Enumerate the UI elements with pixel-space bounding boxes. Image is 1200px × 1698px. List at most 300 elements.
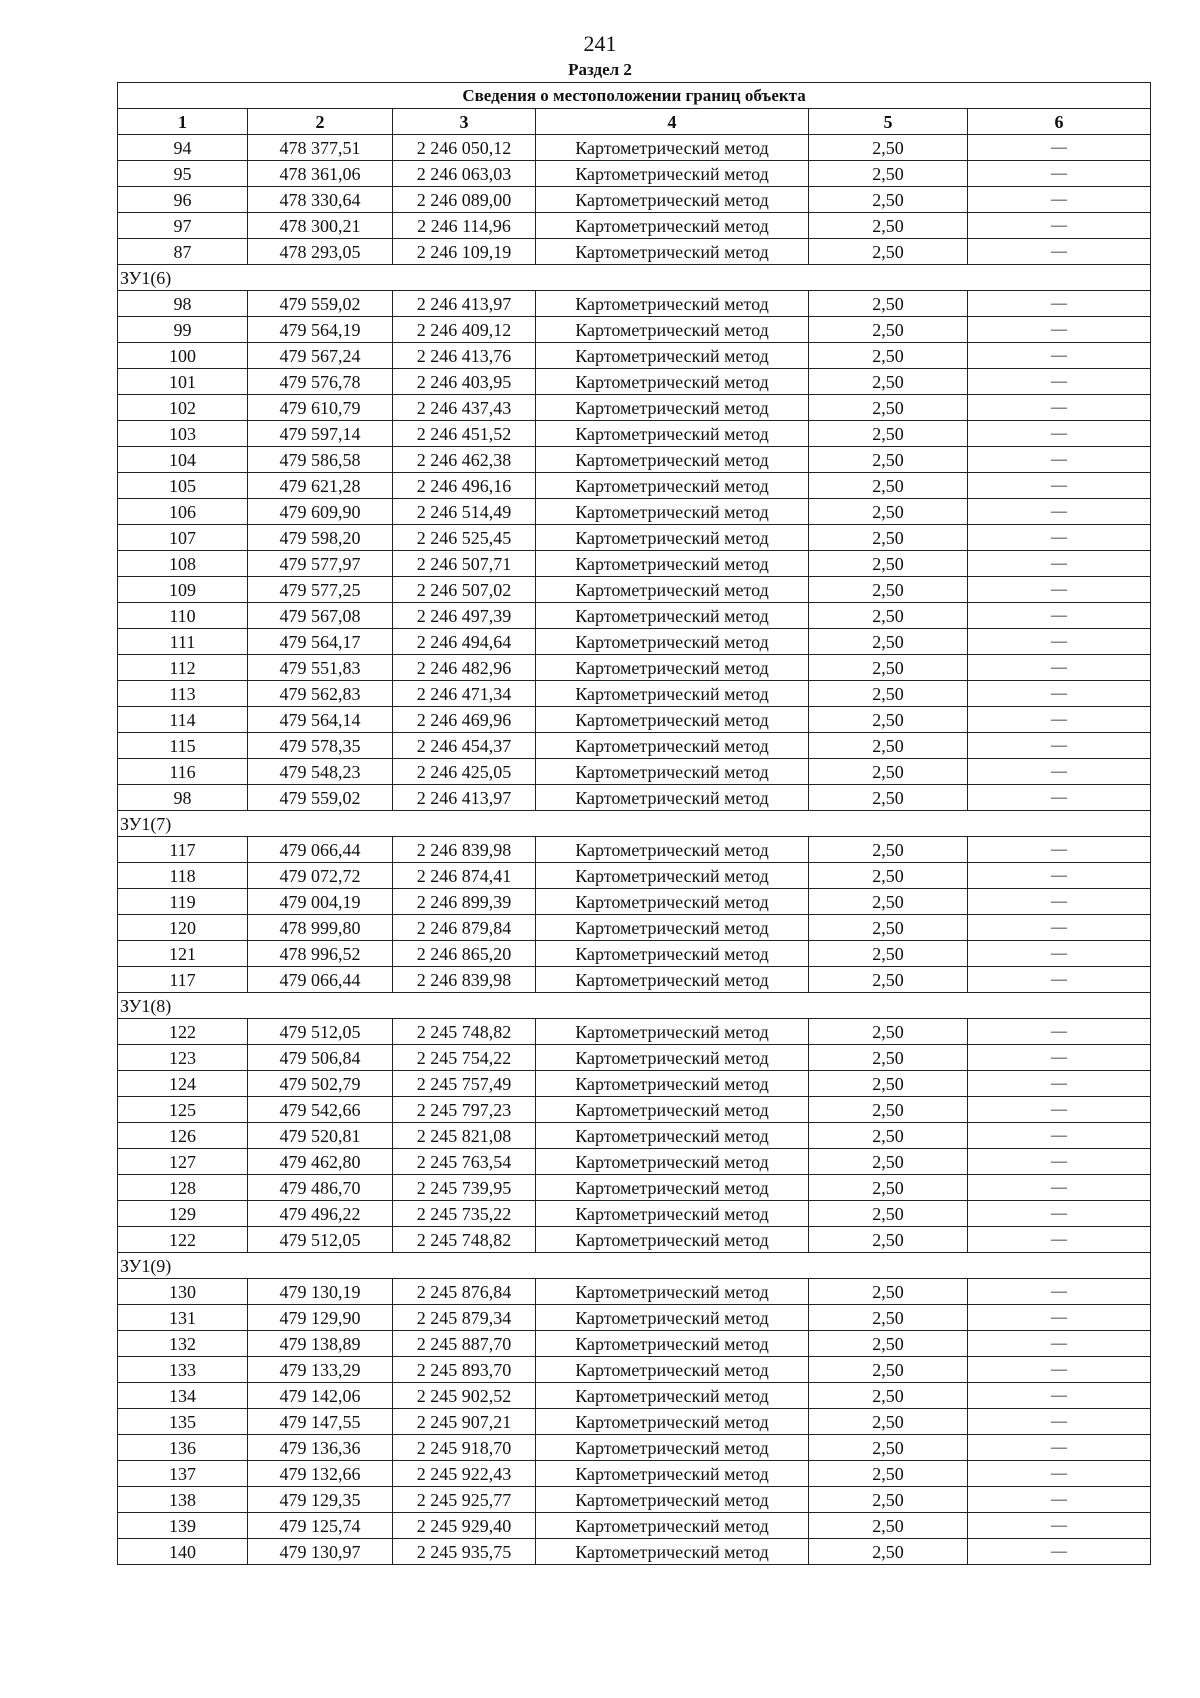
cell-accuracy: 2,50 <box>809 603 968 629</box>
table-row <box>118 239 1151 265</box>
cell-method: Картометрический метод <box>536 1331 809 1357</box>
cell-point-number: 126 <box>118 1123 248 1149</box>
table-row <box>118 1149 1151 1175</box>
cell-accuracy: 2,50 <box>809 551 968 577</box>
cell-accuracy: 2,50 <box>809 915 968 941</box>
cell-method: Картометрический метод <box>536 1019 809 1045</box>
cell-coord-y: 2 246 063,03 <box>393 161 536 187</box>
cell-coord-y: 2 246 425,05 <box>393 759 536 785</box>
cell-coord-x: 478 300,21 <box>248 213 393 239</box>
cell-point-number: 95 <box>118 161 248 187</box>
cell-accuracy: 2,50 <box>809 837 968 863</box>
cell-point-number: 131 <box>118 1305 248 1331</box>
cell-description: — <box>968 915 1151 941</box>
cell-point-number: 137 <box>118 1461 248 1487</box>
cell-method: Картометрический метод <box>536 707 809 733</box>
cell-description: — <box>968 239 1151 265</box>
cell-accuracy: 2,50 <box>809 213 968 239</box>
cell-description: — <box>968 161 1151 187</box>
cell-coord-x: 479 564,17 <box>248 629 393 655</box>
cell-point-number: 125 <box>118 1097 248 1123</box>
cell-point-number: 129 <box>118 1201 248 1227</box>
cell-method: Картометрический метод <box>536 317 809 343</box>
cell-point-number: 122 <box>118 1019 248 1045</box>
cell-accuracy: 2,50 <box>809 1175 968 1201</box>
table-row <box>118 837 1151 863</box>
table-row <box>118 1097 1151 1123</box>
cell-coord-x: 479 559,02 <box>248 291 393 317</box>
cell-coord-y: 2 245 748,82 <box>393 1019 536 1045</box>
table-row <box>118 499 1151 525</box>
cell-point-number: 121 <box>118 941 248 967</box>
cell-accuracy: 2,50 <box>809 499 968 525</box>
cell-description: — <box>968 499 1151 525</box>
cell-coord-x: 479 567,24 <box>248 343 393 369</box>
cell-coord-x: 479 542,66 <box>248 1097 393 1123</box>
cell-point-number: 138 <box>118 1487 248 1513</box>
cell-coord-x: 479 564,19 <box>248 317 393 343</box>
cell-accuracy: 2,50 <box>809 447 968 473</box>
column-header: 5 <box>809 109 968 135</box>
table-row <box>118 603 1151 629</box>
cell-accuracy: 2,50 <box>809 239 968 265</box>
cell-accuracy: 2,50 <box>809 473 968 499</box>
group-label: ЗУ1(8) <box>118 993 1151 1019</box>
cell-coord-y: 2 246 413,97 <box>393 291 536 317</box>
cell-coord-y: 2 245 748,82 <box>393 1227 536 1253</box>
table-row <box>118 1357 1151 1383</box>
cell-method: Картометрический метод <box>536 1357 809 1383</box>
cell-coord-y: 2 246 525,45 <box>393 525 536 551</box>
table-caption-row <box>118 83 1151 109</box>
cell-method: Картометрический метод <box>536 655 809 681</box>
table-row <box>118 733 1151 759</box>
cell-accuracy: 2,50 <box>809 1487 968 1513</box>
cell-method: Картометрический метод <box>536 213 809 239</box>
cell-accuracy: 2,50 <box>809 1227 968 1253</box>
table-row <box>118 187 1151 213</box>
table-row <box>118 1435 1151 1461</box>
table-row <box>118 161 1151 187</box>
cell-description: — <box>968 525 1151 551</box>
cell-point-number: 117 <box>118 837 248 863</box>
cell-point-number: 117 <box>118 967 248 993</box>
table-row <box>118 369 1151 395</box>
cell-accuracy: 2,50 <box>809 525 968 551</box>
cell-coord-x: 479 506,84 <box>248 1045 393 1071</box>
cell-point-number: 134 <box>118 1383 248 1409</box>
cell-accuracy: 2,50 <box>809 395 968 421</box>
cell-method: Картометрический метод <box>536 135 809 161</box>
cell-point-number: 102 <box>118 395 248 421</box>
cell-method: Картометрический метод <box>536 187 809 213</box>
cell-coord-y: 2 246 454,37 <box>393 733 536 759</box>
cell-method: Картометрический метод <box>536 1045 809 1071</box>
cell-coord-x: 479 133,29 <box>248 1357 393 1383</box>
cell-description: — <box>968 941 1151 967</box>
table-body <box>118 135 1151 1565</box>
cell-method: Картометрический метод <box>536 941 809 967</box>
table-row <box>118 551 1151 577</box>
cell-point-number: 103 <box>118 421 248 447</box>
cell-description: — <box>968 213 1151 239</box>
cell-method: Картометрический метод <box>536 447 809 473</box>
cell-accuracy: 2,50 <box>809 863 968 889</box>
cell-description: — <box>968 447 1151 473</box>
cell-coord-y: 2 246 409,12 <box>393 317 536 343</box>
cell-point-number: 110 <box>118 603 248 629</box>
cell-coord-x: 479 548,23 <box>248 759 393 785</box>
cell-coord-x: 479 621,28 <box>248 473 393 499</box>
cell-coord-x: 479 132,66 <box>248 1461 393 1487</box>
table-row <box>118 1279 1151 1305</box>
cell-description: — <box>968 1513 1151 1539</box>
cell-coord-y: 2 245 797,23 <box>393 1097 536 1123</box>
cell-coord-x: 479 567,08 <box>248 603 393 629</box>
cell-point-number: 120 <box>118 915 248 941</box>
cell-coord-x: 479 486,70 <box>248 1175 393 1201</box>
cell-accuracy: 2,50 <box>809 1149 968 1175</box>
cell-point-number: 127 <box>118 1149 248 1175</box>
cell-point-number: 98 <box>118 291 248 317</box>
cell-point-number: 96 <box>118 187 248 213</box>
cell-accuracy: 2,50 <box>809 343 968 369</box>
cell-accuracy: 2,50 <box>809 421 968 447</box>
table-row <box>118 1409 1151 1435</box>
cell-method: Картометрический метод <box>536 1097 809 1123</box>
cell-accuracy: 2,50 <box>809 1019 968 1045</box>
cell-coord-y: 2 246 514,49 <box>393 499 536 525</box>
table-row <box>118 655 1151 681</box>
cell-coord-x: 479 564,14 <box>248 707 393 733</box>
cell-accuracy: 2,50 <box>809 577 968 603</box>
cell-description: — <box>968 369 1151 395</box>
cell-accuracy: 2,50 <box>809 1357 968 1383</box>
cell-accuracy: 2,50 <box>809 317 968 343</box>
cell-accuracy: 2,50 <box>809 161 968 187</box>
table-row <box>118 967 1151 993</box>
cell-point-number: 135 <box>118 1409 248 1435</box>
cell-coord-y: 2 246 839,98 <box>393 837 536 863</box>
cell-method: Картометрический метод <box>536 551 809 577</box>
cell-point-number: 113 <box>118 681 248 707</box>
cell-point-number: 124 <box>118 1071 248 1097</box>
cell-method: Картометрический метод <box>536 863 809 889</box>
cell-description: — <box>968 1175 1151 1201</box>
cell-accuracy: 2,50 <box>809 1045 968 1071</box>
cell-coord-y: 2 246 469,96 <box>393 707 536 733</box>
cell-method: Картометрический метод <box>536 915 809 941</box>
cell-coord-x: 479 512,05 <box>248 1019 393 1045</box>
cell-description: — <box>968 135 1151 161</box>
group-header-row <box>118 993 1151 1019</box>
cell-point-number: 98 <box>118 785 248 811</box>
column-header: 4 <box>536 109 809 135</box>
cell-description: — <box>968 1383 1151 1409</box>
table-row <box>118 421 1151 447</box>
table-row <box>118 343 1151 369</box>
cell-coord-x: 479 072,72 <box>248 863 393 889</box>
table-row <box>118 1513 1151 1539</box>
table-row <box>118 889 1151 915</box>
cell-point-number: 99 <box>118 317 248 343</box>
cell-coord-x: 479 502,79 <box>248 1071 393 1097</box>
cell-coord-y: 2 246 403,95 <box>393 369 536 395</box>
cell-coord-x: 479 562,83 <box>248 681 393 707</box>
cell-point-number: 94 <box>118 135 248 161</box>
cell-point-number: 112 <box>118 655 248 681</box>
cell-accuracy: 2,50 <box>809 135 968 161</box>
cell-accuracy: 2,50 <box>809 1409 968 1435</box>
cell-coord-x: 479 496,22 <box>248 1201 393 1227</box>
cell-coord-x: 479 066,44 <box>248 967 393 993</box>
cell-point-number: 101 <box>118 369 248 395</box>
cell-method: Картометрический метод <box>536 733 809 759</box>
cell-point-number: 107 <box>118 525 248 551</box>
cell-description: — <box>968 1331 1151 1357</box>
cell-point-number: 123 <box>118 1045 248 1071</box>
cell-method: Картометрический метод <box>536 1149 809 1175</box>
cell-description: — <box>968 291 1151 317</box>
cell-coord-y: 2 246 496,16 <box>393 473 536 499</box>
cell-coord-x: 479 551,83 <box>248 655 393 681</box>
cell-description: — <box>968 785 1151 811</box>
cell-point-number: 106 <box>118 499 248 525</box>
cell-coord-x: 479 130,19 <box>248 1279 393 1305</box>
cell-coord-y: 2 245 907,21 <box>393 1409 536 1435</box>
table-row <box>118 1539 1151 1565</box>
cell-description: — <box>968 1019 1151 1045</box>
cell-description: — <box>968 1357 1151 1383</box>
cell-point-number: 97 <box>118 213 248 239</box>
cell-coord-y: 2 246 109,19 <box>393 239 536 265</box>
cell-point-number: 140 <box>118 1539 248 1565</box>
cell-description: — <box>968 1045 1151 1071</box>
table-row <box>118 1331 1151 1357</box>
cell-description: — <box>968 1123 1151 1149</box>
cell-point-number: 136 <box>118 1435 248 1461</box>
cell-coord-x: 478 293,05 <box>248 239 393 265</box>
cell-description: — <box>968 1435 1151 1461</box>
cell-coord-y: 2 246 413,76 <box>393 343 536 369</box>
cell-coord-x: 479 462,80 <box>248 1149 393 1175</box>
cell-accuracy: 2,50 <box>809 1071 968 1097</box>
cell-accuracy: 2,50 <box>809 291 968 317</box>
cell-accuracy: 2,50 <box>809 967 968 993</box>
table-row <box>118 1383 1151 1409</box>
column-header: 3 <box>393 109 536 135</box>
cell-accuracy: 2,50 <box>809 187 968 213</box>
group-label: ЗУ1(9) <box>118 1253 1151 1279</box>
cell-point-number: 109 <box>118 577 248 603</box>
cell-coord-y: 2 246 865,20 <box>393 941 536 967</box>
cell-method: Картометрический метод <box>536 1227 809 1253</box>
table-row <box>118 577 1151 603</box>
table-row <box>118 681 1151 707</box>
cell-accuracy: 2,50 <box>809 1123 968 1149</box>
table-row <box>118 395 1151 421</box>
table-row <box>118 759 1151 785</box>
table-row <box>118 1045 1151 1071</box>
cell-coord-x: 478 999,80 <box>248 915 393 941</box>
cell-description: — <box>968 187 1151 213</box>
cell-description: — <box>968 1409 1151 1435</box>
cell-coord-y: 2 245 763,54 <box>393 1149 536 1175</box>
cell-coord-y: 2 246 050,12 <box>393 135 536 161</box>
cell-description: — <box>968 1071 1151 1097</box>
cell-method: Картометрический метод <box>536 603 809 629</box>
cell-method: Картометрический метод <box>536 759 809 785</box>
cell-accuracy: 2,50 <box>809 889 968 915</box>
cell-description: — <box>968 395 1151 421</box>
cell-point-number: 132 <box>118 1331 248 1357</box>
cell-description: — <box>968 577 1151 603</box>
table-caption: Сведения о местоположении границ объекта <box>118 83 1151 109</box>
cell-coord-y: 2 245 876,84 <box>393 1279 536 1305</box>
cell-method: Картометрический метод <box>536 1071 809 1097</box>
cell-description: — <box>968 551 1151 577</box>
table-row <box>118 135 1151 161</box>
cell-coord-x: 479 512,05 <box>248 1227 393 1253</box>
cell-coord-y: 2 245 935,75 <box>393 1539 536 1565</box>
group-header-row <box>118 811 1151 837</box>
cell-description: — <box>968 759 1151 785</box>
cell-coord-y: 2 246 437,43 <box>393 395 536 421</box>
cell-description: — <box>968 1305 1151 1331</box>
cell-description: — <box>968 629 1151 655</box>
cell-accuracy: 2,50 <box>809 707 968 733</box>
table-row <box>118 291 1151 317</box>
cell-accuracy: 2,50 <box>809 1201 968 1227</box>
cell-description: — <box>968 889 1151 915</box>
table-header-row <box>118 109 1151 135</box>
cell-point-number: 111 <box>118 629 248 655</box>
cell-coord-x: 479 577,25 <box>248 577 393 603</box>
cell-coord-y: 2 246 471,34 <box>393 681 536 707</box>
table-row <box>118 1071 1151 1097</box>
table-row <box>118 863 1151 889</box>
cell-method: Картометрический метод <box>536 291 809 317</box>
cell-accuracy: 2,50 <box>809 655 968 681</box>
cell-method: Картометрический метод <box>536 421 809 447</box>
cell-point-number: 119 <box>118 889 248 915</box>
cell-method: Картометрический метод <box>536 785 809 811</box>
cell-point-number: 114 <box>118 707 248 733</box>
cell-coord-y: 2 246 462,38 <box>393 447 536 473</box>
cell-method: Картометрический метод <box>536 1305 809 1331</box>
cell-coord-y: 2 245 922,43 <box>393 1461 536 1487</box>
cell-point-number: 122 <box>118 1227 248 1253</box>
cell-description: — <box>968 837 1151 863</box>
cell-coord-x: 479 610,79 <box>248 395 393 421</box>
cell-coord-x: 479 130,97 <box>248 1539 393 1565</box>
cell-point-number: 130 <box>118 1279 248 1305</box>
table-row <box>118 1487 1151 1513</box>
cell-coord-x: 479 136,36 <box>248 1435 393 1461</box>
cell-accuracy: 2,50 <box>809 1435 968 1461</box>
table-row <box>118 1175 1151 1201</box>
cell-coord-y: 2 245 887,70 <box>393 1331 536 1357</box>
cell-point-number: 87 <box>118 239 248 265</box>
cell-coord-x: 479 597,14 <box>248 421 393 447</box>
cell-point-number: 128 <box>118 1175 248 1201</box>
group-header-row <box>118 265 1151 291</box>
cell-accuracy: 2,50 <box>809 681 968 707</box>
cell-coord-x: 479 559,02 <box>248 785 393 811</box>
cell-accuracy: 2,50 <box>809 1331 968 1357</box>
cell-coord-y: 2 245 929,40 <box>393 1513 536 1539</box>
cell-description: — <box>968 863 1151 889</box>
cell-coord-x: 479 609,90 <box>248 499 393 525</box>
cell-description: — <box>968 1149 1151 1175</box>
cell-method: Картометрический метод <box>536 1201 809 1227</box>
cell-method: Картометрический метод <box>536 1123 809 1149</box>
cell-point-number: 105 <box>118 473 248 499</box>
cell-coord-y: 2 245 925,77 <box>393 1487 536 1513</box>
table-row <box>118 213 1151 239</box>
cell-coord-x: 479 129,35 <box>248 1487 393 1513</box>
cell-point-number: 133 <box>118 1357 248 1383</box>
cell-method: Картометрический метод <box>536 1461 809 1487</box>
cell-coord-x: 479 578,35 <box>248 733 393 759</box>
cell-coord-y: 2 246 089,00 <box>393 187 536 213</box>
cell-description: — <box>968 1227 1151 1253</box>
cell-point-number: 116 <box>118 759 248 785</box>
table-row <box>118 525 1151 551</box>
cell-coord-x: 479 147,55 <box>248 1409 393 1435</box>
cell-coord-y: 2 246 879,84 <box>393 915 536 941</box>
table-row <box>118 1123 1151 1149</box>
cell-point-number: 118 <box>118 863 248 889</box>
cell-method: Картометрический метод <box>536 1383 809 1409</box>
cell-point-number: 139 <box>118 1513 248 1539</box>
cell-description: — <box>968 733 1151 759</box>
cell-coord-y: 2 246 839,98 <box>393 967 536 993</box>
table-row <box>118 1305 1151 1331</box>
cell-coord-y: 2 246 482,96 <box>393 655 536 681</box>
page-number: 241 <box>583 31 617 56</box>
cell-coord-x: 479 520,81 <box>248 1123 393 1149</box>
cell-coord-x: 479 586,58 <box>248 447 393 473</box>
cell-point-number: 115 <box>118 733 248 759</box>
cell-coord-y: 2 246 874,41 <box>393 863 536 889</box>
cell-method: Картометрический метод <box>536 1279 809 1305</box>
boundary-coordinates-table <box>117 82 1151 1565</box>
cell-accuracy: 2,50 <box>809 759 968 785</box>
cell-description: — <box>968 1097 1151 1123</box>
cell-accuracy: 2,50 <box>809 733 968 759</box>
group-label: ЗУ1(7) <box>118 811 1151 837</box>
cell-point-number: 108 <box>118 551 248 577</box>
cell-accuracy: 2,50 <box>809 1383 968 1409</box>
cell-method: Картометрический метод <box>536 681 809 707</box>
cell-method: Картометрический метод <box>536 395 809 421</box>
cell-method: Картометрический метод <box>536 967 809 993</box>
cell-coord-y: 2 246 494,64 <box>393 629 536 655</box>
cell-method: Картометрический метод <box>536 837 809 863</box>
cell-description: — <box>968 1279 1151 1305</box>
cell-description: — <box>968 707 1151 733</box>
cell-method: Картометрический метод <box>536 499 809 525</box>
cell-coord-x: 479 138,89 <box>248 1331 393 1357</box>
cell-method: Картометрический метод <box>536 629 809 655</box>
table-row <box>118 707 1151 733</box>
table-row <box>118 941 1151 967</box>
cell-accuracy: 2,50 <box>809 941 968 967</box>
cell-coord-x: 479 142,06 <box>248 1383 393 1409</box>
cell-coord-y: 2 245 757,49 <box>393 1071 536 1097</box>
cell-description: — <box>968 1461 1151 1487</box>
